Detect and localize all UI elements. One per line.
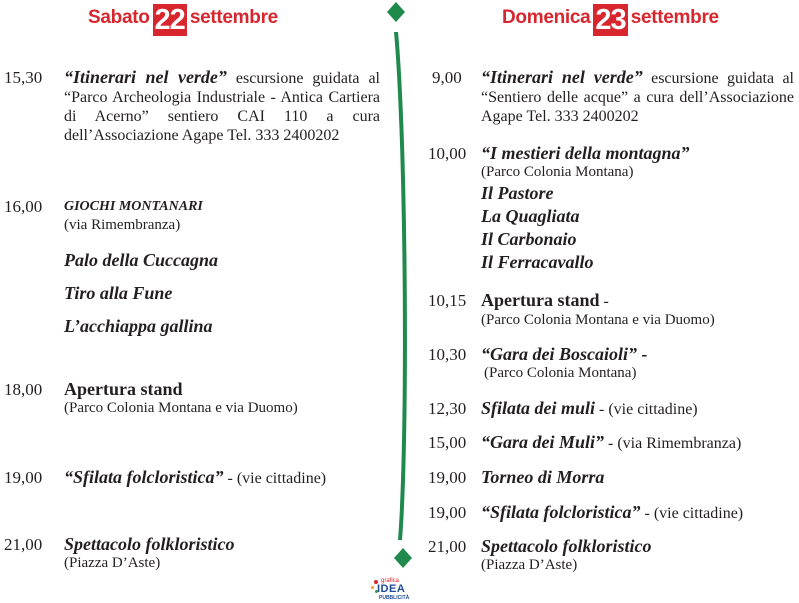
event-title: “Sfilata folcloristica” bbox=[64, 467, 224, 487]
event-time: 19,00 bbox=[4, 468, 43, 487]
event-body bbox=[481, 433, 794, 453]
event-location: (Piazza D’Aste) bbox=[481, 557, 578, 573]
event-location: (Parco Colonia Montana e via Duomo) bbox=[481, 312, 715, 328]
list-item: Il Pastore bbox=[481, 183, 554, 203]
event-body bbox=[64, 468, 380, 488]
event-time: 10,30 bbox=[428, 345, 467, 364]
event-title: “Sfilata folcloristica” bbox=[481, 502, 641, 522]
event-body bbox=[481, 503, 794, 523]
event-body bbox=[481, 468, 794, 488]
event-time: 21,00 bbox=[428, 537, 467, 556]
event-title: “Gara dei Boscaioli” - bbox=[481, 344, 648, 364]
list-item: Palo della Cuccagna bbox=[64, 250, 218, 270]
day-number-badge: 23 bbox=[595, 4, 626, 36]
event-location: (Parco Colonia Montana) bbox=[481, 164, 634, 180]
day-name: Domenica bbox=[502, 7, 591, 28]
list-item: Il Carbonaio bbox=[481, 229, 577, 249]
event-title: Spettacolo folkloristico bbox=[481, 536, 652, 556]
event-title: Torneo di Morra bbox=[481, 467, 605, 487]
event-time: 10,00 bbox=[428, 144, 467, 163]
event-time: 15,30 bbox=[4, 68, 43, 87]
event-body bbox=[64, 197, 380, 343]
green-divider bbox=[380, 0, 430, 603]
event-body bbox=[481, 399, 794, 419]
event-body bbox=[481, 537, 794, 575]
list-item: Il Ferracavallo bbox=[481, 252, 594, 272]
day-number-badge: 22 bbox=[154, 4, 185, 36]
event-text: - (vie cittadine) bbox=[595, 401, 698, 418]
event-title: Sfilata dei muli bbox=[481, 398, 596, 418]
event-body bbox=[64, 380, 380, 418]
event-title: Spettacolo folkloristico bbox=[64, 534, 235, 554]
list-item: L’acchiappa gallina bbox=[64, 316, 213, 336]
event-body bbox=[481, 291, 794, 330]
event-title: Apertura stand bbox=[64, 379, 183, 399]
event-text: - bbox=[599, 293, 609, 310]
idea-logo bbox=[371, 578, 415, 602]
logo-top-text: grafica bbox=[381, 578, 400, 584]
event-title: “Itinerari nel verde” bbox=[64, 67, 227, 87]
event-text: escursione guidata al “Parco Archeologia Industriale - Antica Cartiera di Acerno” sentiero CAI 110 a cura dell’Associazione Agape Tel. 333 2400202 bbox=[64, 70, 381, 144]
event-title: “Itinerari nel verde” bbox=[481, 67, 643, 87]
event-title: “Gara dei Muli” bbox=[481, 432, 605, 452]
day-name: Sabato bbox=[88, 7, 150, 28]
event-body bbox=[481, 68, 794, 126]
event-location: (Parco Colonia Montana e via Duomo) bbox=[64, 400, 298, 416]
logo-dot-icon bbox=[371, 586, 374, 589]
logo-main-text: IDEA bbox=[377, 583, 406, 595]
event-time: 21,00 bbox=[4, 535, 43, 554]
event-location: (via Rimembranza) bbox=[64, 217, 181, 233]
event-text: - (vie cittadine) bbox=[223, 470, 327, 487]
list-item: La Quagliata bbox=[481, 206, 580, 226]
month-name: settembre bbox=[630, 7, 719, 28]
event-title: “I mestieri della montagna” bbox=[481, 143, 690, 163]
event-body bbox=[64, 68, 380, 145]
event-location: (Piazza D’Aste) bbox=[64, 555, 161, 571]
event-body bbox=[481, 345, 794, 383]
event-location: (Parco Colonia Montana) bbox=[484, 365, 637, 381]
list-item: Tiro alla Fune bbox=[64, 283, 173, 303]
event-time: 10,15 bbox=[428, 291, 467, 310]
event-time: 9,00 bbox=[432, 68, 462, 87]
event-body bbox=[64, 535, 380, 573]
event-title: Apertura stand bbox=[481, 290, 600, 310]
event-time: 19,00 bbox=[428, 503, 467, 522]
month-name: settembre bbox=[189, 7, 278, 28]
sunday-header bbox=[502, 4, 719, 36]
event-text: - (via Rimembranza) bbox=[604, 435, 742, 452]
event-time: 12,30 bbox=[428, 399, 467, 418]
saturday-header bbox=[88, 4, 278, 36]
crafts-list bbox=[481, 182, 794, 274]
event-title: GIOCHI MONTANARI bbox=[64, 199, 203, 214]
logo-bottom-text: PUBBLICITÀ bbox=[379, 595, 410, 601]
event-text: - (vie cittadine) bbox=[640, 505, 744, 522]
event-time: 16,00 bbox=[4, 197, 43, 216]
games-list bbox=[64, 244, 380, 343]
event-time: 19,00 bbox=[428, 468, 467, 487]
event-time: 18,00 bbox=[4, 380, 43, 399]
event-text: escursione guidata al “Sentiero delle acque” a cura dell’Associazione Agape Tel. 333 2400202 bbox=[481, 70, 795, 125]
event-time: 15,00 bbox=[428, 433, 467, 452]
event-body bbox=[481, 144, 794, 274]
